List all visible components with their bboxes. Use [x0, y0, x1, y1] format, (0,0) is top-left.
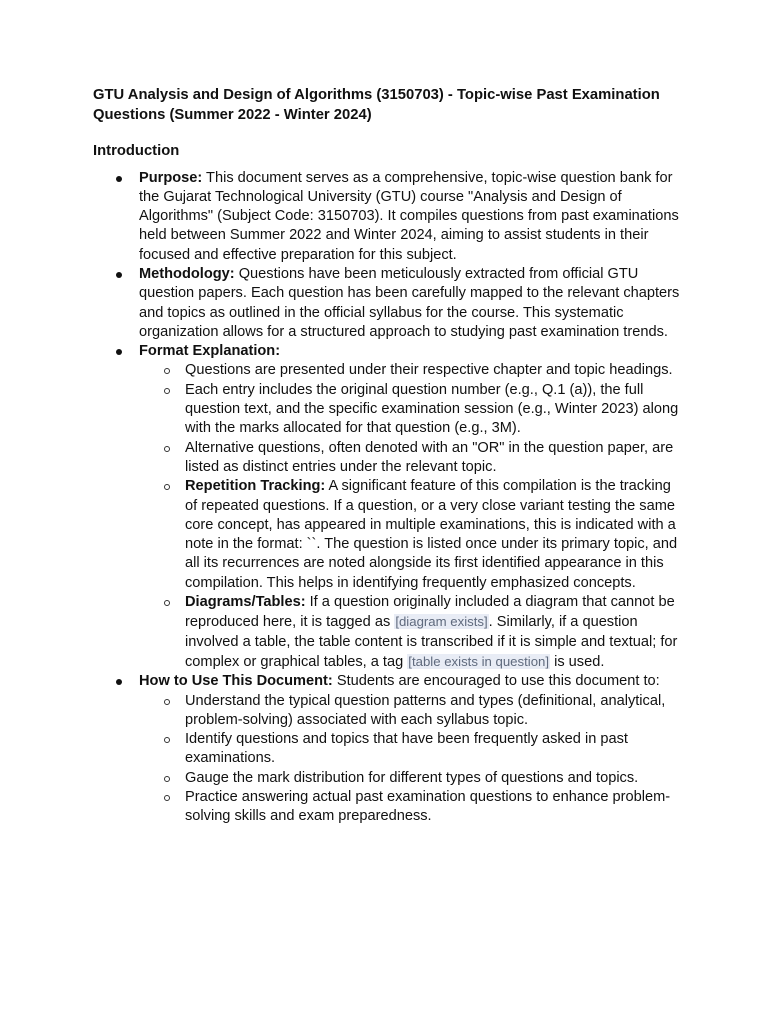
section-heading-introduction: Introduction — [93, 143, 180, 159]
sublist-item — [185, 788, 683, 827]
list-item-format-explanation — [139, 342, 683, 672]
subitem-text: A significant feature of this compilation is the tracking of repeated questions. If a question, or a very close variant testing the same core concept, has appeared in multiple examinations, this is indicated with a note in the format: ``. The question is listed once under its primary topic, and all its recurrences are noted alongside its first identified appearance in this compilation. This helps in identifying frequently emphasized concepts. — [185, 478, 678, 591]
subitem-text: Identify questions and topics that have been frequently asked in past examinations. — [185, 731, 628, 767]
subitem-text: Understand the typical question patterns and types (definitional, analytical, problem-solving) associated with each syllabus topic. — [185, 692, 666, 728]
subitem-text: Questions are presented under their respective chapter and topic headings. — [185, 362, 673, 379]
subitem-text: is used. — [550, 653, 605, 670]
sublist-item — [185, 361, 683, 380]
sublist-item-diagrams-tables — [185, 593, 683, 672]
item-text: This document serves as a comprehensive, topic-wise question bank for the Gujarat Technological University (GTU) course "Analysis and Design of Algorithms" (Subject Code: 3150703). It compiles questions from past examinations held between Summer 2022 and Winter 2024, aiming to assist students in their focused and effective preparation for this subject. — [139, 169, 679, 263]
item-label: Methodology: — [139, 265, 235, 282]
hollow-bullet-icon — [164, 737, 170, 743]
hollow-bullet-icon — [164, 388, 170, 394]
introduction-list — [93, 169, 683, 827]
hollow-bullet-icon — [164, 484, 170, 490]
subitem-text: Each entry includes the original question number (e.g., Q.1 (a)), the full question text, and the specific examination session (e.g., Winter 2023) along with the marks allocated for that question (e.g., 3M). — [185, 381, 679, 437]
item-label: Format Explanation: — [139, 343, 281, 360]
filled-bullet-icon — [116, 349, 122, 355]
subitem-text: If a question originally included a diagram that cannot be reproduced here, it is tagged as — [185, 594, 675, 631]
filled-bullet-icon — [116, 272, 122, 278]
hollow-bullet-icon — [164, 446, 170, 452]
subitem-label: Diagrams/Tables: — [185, 594, 306, 611]
hollow-bullet-icon — [164, 600, 170, 606]
subitem-text: Practice answering actual past examination questions to enhance problem-solving skills and exam preparedness. — [185, 789, 671, 825]
sublist-item — [185, 381, 683, 439]
subitem-label: Repetition Tracking: — [185, 478, 326, 495]
table-exists-tag: [table exists in question] — [408, 653, 550, 669]
subitem-text: Alternative questions, often denoted with an "OR" in the question paper, are listed as distinct entries under the relevant topic. — [185, 439, 674, 475]
sublist-item — [185, 769, 683, 788]
how-to-use-sublist — [139, 692, 683, 827]
sublist-item-repetition-tracking — [185, 477, 683, 593]
sublist-item — [185, 730, 683, 769]
hollow-bullet-icon — [164, 699, 170, 705]
sublist-item — [185, 692, 683, 731]
list-item-methodology — [139, 265, 683, 342]
sublist-item — [185, 439, 683, 478]
item-label: How to Use This Document: — [139, 673, 333, 690]
subitem-text: . Similarly, if a question involved a table, the table content is transcribed if it is simple and textual; for complex or graphical tables, a tag — [185, 614, 678, 670]
subitem-text: Gauge the mark distribution for different types of questions and topics. — [185, 769, 639, 786]
hollow-bullet-icon — [164, 795, 170, 801]
hollow-bullet-icon — [164, 776, 170, 782]
diagram-exists-tag: [diagram exists] — [395, 614, 488, 630]
item-label: Purpose: — [139, 169, 203, 186]
list-item-how-to-use — [139, 672, 683, 826]
hollow-bullet-icon — [164, 368, 170, 374]
item-text: Students are encouraged to use this document to: — [332, 673, 660, 690]
document-title: GTU Analysis and Design of Algorithms (3150703) - Topic-wise Past Examination Questions (Summer 2022 - Winter 2024) — [93, 87, 660, 123]
filled-bullet-icon — [116, 679, 122, 685]
list-item-purpose — [139, 169, 683, 265]
filled-bullet-icon — [116, 176, 122, 182]
item-text: Questions have been meticulously extracted from official GTU question papers. Each question has been carefully mapped to the relevant chapters and topics as outlined in the official syllabus for the course. This systematic organization allows for a structured approach to studying past examination trends. — [139, 265, 680, 340]
format-explanation-sublist — [139, 361, 683, 672]
